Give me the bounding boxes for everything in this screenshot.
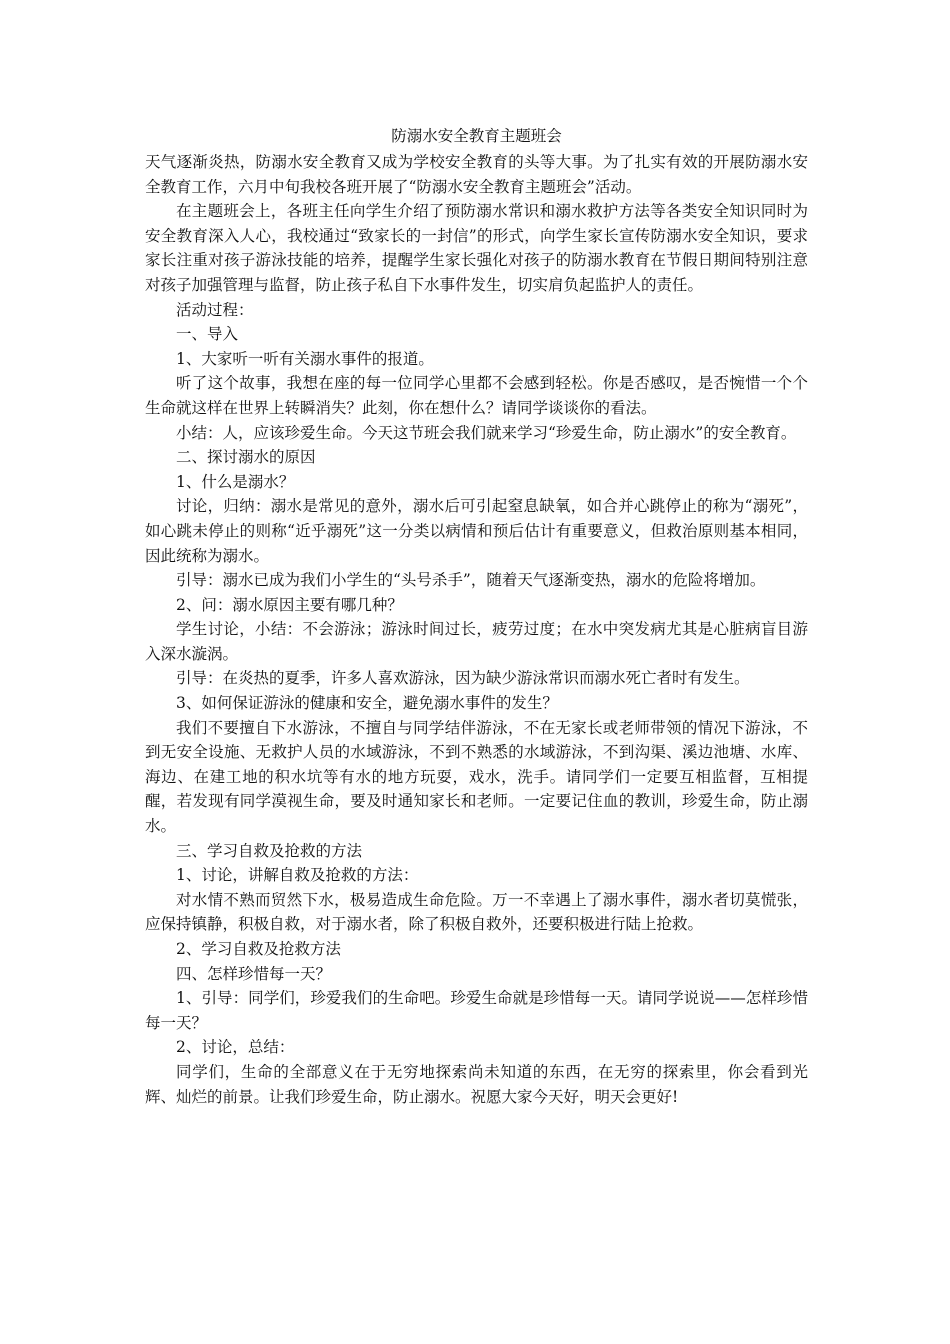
paragraph: 1、大家听一听有关溺水事件的报道。 xyxy=(176,349,434,368)
paragraph: 引导：在炎热的夏季，许多人喜欢游泳，因为缺少游泳常识而溺水死亡者时有发生。 xyxy=(176,669,750,688)
paragraph: 1、引导：同学们，珍爱我们的生命吧。珍爱生命就是珍惜每一天。请同学说说——怎样珍惜每一天？ xyxy=(145,989,808,1032)
document-title: 防溺水安全教育主题班会 xyxy=(391,127,562,145)
paragraph: 四、怎样珍惜每一天？ xyxy=(176,964,332,983)
paragraph: 听了这个故事，我想在座的每一位同学心里都不会感到轻松。你是否感叹，是否惋惜一个个生命就这样在世界上转瞬消失？此刻，你在想什么？请同学谈谈你的看法。 xyxy=(145,374,808,417)
paragraph: 引导：溺水已成为我们小学生的“头号杀手”，随着天气逐渐变热，溺水的危险将增加。 xyxy=(176,571,766,590)
paragraph: 1、讨论，讲解自救及抢救的方法： xyxy=(176,866,419,885)
paragraph: 讨论，归纳：溺水是常见的意外，溺水后可引起窒息缺氧，如合并心跳停止的称为“溺死”，如心跳未停止的则称“近乎溺死”这一分类以病情和预后估计有重要意义，但救治原则基本相同，因此统称为溺水。 xyxy=(145,497,808,565)
paragraph: 二、探讨溺水的原因 xyxy=(176,448,316,467)
paragraph: 同学们，生命的全部意义在于无穷地探索尚未知道的东西，在无穷的探索里，你会看到光辉、灿烂的前景。让我们珍爱生命，防止溺水。祝愿大家今天好，明天会更好! xyxy=(145,1062,808,1106)
paragraph: 天气逐渐炎热，防溺水安全教育又成为学校安全教育的头等大事。为了扎实有效的开展防溺水安全教育工作，六月中旬我校各班开展了“防溺水安全教育主题班会”活动。 xyxy=(145,153,808,196)
paragraph: 在主题班会上，各班主任向学生介绍了预防溺水常识和溺水救护方法等各类安全知识同时为安全教育深入人心，我校通过“致家长的一封信”的形式，向学生家长宣传防溺水安全知识，要求家长注重对孩子游泳技能的培养，提醒学生家长强化对孩子的防溺水教育在节假日期间特别注意对孩子加强管理与监督，防止孩子私自下水事件发生，切实肩负起监护人的责任。 xyxy=(145,202,808,294)
paragraph: 对水情不熟而贸然下水，极易造成生命危险。万一不幸遇上了溺水事件，溺水者切莫慌张，应保持镇静，积极自救，对于溺水者，除了积极自救外，还要积极进行陆上抢救。 xyxy=(145,890,808,934)
paragraph: 小结：人，应该珍爱生命。今天这节班会我们就来学习“珍爱生命，防止溺水”的安全教育。 xyxy=(176,423,797,442)
paragraph: 我们不要擅自下水游泳，不擅自与同学结伴游泳，不在无家长或老师带领的情况下游泳，不到无安全设施、无救护人员的水域游泳，不到不熟悉的水域游泳，不到沟渠、溪边池塘、水库、海边、在建工地的积水坑等有水的地方玩耍，戏水，洗手。请同学们一定要互相监督，互相提醒，若发现有同学漠视生命，要及时通知家长和老师。一定要记住血的教训，珍爱生命，防止溺水。 xyxy=(145,718,808,836)
paragraph: 2、讨论，总结： xyxy=(176,1038,295,1057)
paragraph: 2、问：溺水原因主要有哪几种？ xyxy=(176,595,403,614)
paragraph: 3、如何保证游泳的健康和安全，避免溺水事件的发生？ xyxy=(176,694,558,713)
paragraph: 活动过程： xyxy=(176,300,254,319)
paragraph: 三、学习自救及抢救的方法 xyxy=(176,841,363,860)
paragraph: 学生讨论，小结：不会游泳；游泳时间过长，疲劳过度；在水中突发病尤其是心脏病盲目游入深水漩涡。 xyxy=(145,620,808,663)
document-body xyxy=(145,150,808,1109)
paragraph: 一、导入 xyxy=(176,325,239,344)
paragraph: 2、学习自救及抢救方法 xyxy=(176,940,341,958)
paragraph: 1、什么是溺水？ xyxy=(176,472,295,491)
document-page xyxy=(145,125,808,1109)
